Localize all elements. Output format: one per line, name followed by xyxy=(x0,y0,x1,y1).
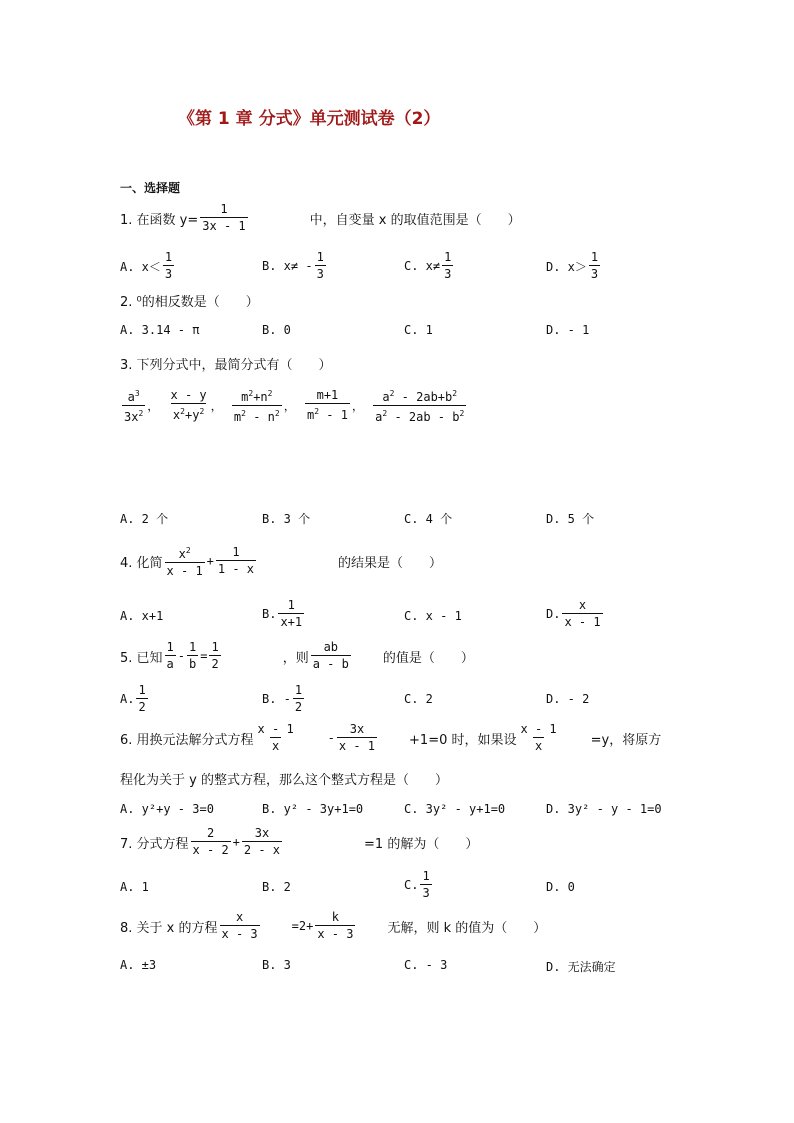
q7-option-b: B. 2 xyxy=(262,880,291,894)
q7-option-a: A. 1 xyxy=(120,880,149,894)
q3-option-b: B. 3 个 xyxy=(262,512,311,526)
q4-option-c: C. x - 1 xyxy=(404,609,462,623)
q1-option-d: D. x＞ $\frac{1}{3}$ xyxy=(546,250,599,281)
q3-fraction-1: $\frac{a^3}{3x^2}$ xyxy=(124,389,144,424)
question-2: 2. ⁰的相反数是（ ） xyxy=(120,295,259,310)
q8-option-a: A. ±3 xyxy=(120,958,157,972)
question-5: 5. 已知 $\frac{1}{a}$ - $\frac{1}{b}$ = $\frac{1}{2}$ ，则 $\frac{ab}{a - b}$ 的值是（ ） xyxy=(120,640,474,671)
q2-option-b: B. 0 xyxy=(262,323,291,337)
q8-option-b: B. 3 xyxy=(262,958,291,972)
q6-option-b: B. y² - 3y+1=0 xyxy=(262,802,364,816)
q5-option-c: C. 2 xyxy=(404,692,433,706)
q3-fraction-4: $\frac{m+1}{m^2 - 1}$ xyxy=(306,388,348,422)
q6-option-c: C. 3y² - y+1=0 xyxy=(404,802,506,816)
section-heading: 一、选择题 xyxy=(120,181,181,195)
q6-option-d: D. 3y² - y - 1=0 xyxy=(546,802,662,816)
q7-option-d: D. 0 xyxy=(546,880,575,894)
q8-option-c: C. - 3 xyxy=(404,958,448,972)
question-8: 8. 关于 x 的方程 $\frac{x}{x - 3}$ =2+ $\frac{k}{x - 3}$ 无解，则 k 的值为（ ） xyxy=(120,910,547,941)
q2-option-a: A. 3.14 - π xyxy=(120,323,200,337)
q3-fraction-list: $\frac{a^3}{3x^2}$ ， $\frac{x - y}{x^2+y^2}$ ， $\frac{m^2+n^2}{m^2 - n^2}$ ， $\frac{m+1}{m^2 - 1}$ ， $\frac{a^2 - 2ab+b^2}{a^2 - 2ab - b^2}$ xyxy=(124,388,465,424)
q5-option-d: D. - 2 xyxy=(546,692,590,706)
question-6: 6. 用换元法解分式方程 $\frac{x - 1}{x}$ - $\frac{3x}{x - 1}$ +1=0 时，如果设 $\frac{x - 1}{x}$ =y，将原方 xyxy=(120,722,662,753)
q1-option-b: B. x≠ - $\frac{1}{3}$ xyxy=(262,250,324,281)
q3-option-c: C. 4 个 xyxy=(404,512,453,526)
question-3: 3. 下列分式中，最简分式有（ ） xyxy=(120,358,332,373)
q3-option-a: A. 2 个 xyxy=(120,512,169,526)
q4-option-d: D. $\frac{x}{x - 1}$ xyxy=(546,598,601,629)
q6-option-a: A. y²+y - 3=0 xyxy=(120,802,214,816)
q5-option-a: A. $\frac{1}{2}$ xyxy=(120,683,146,714)
question-7: 7. 分式方程 $\frac{2}{x - 2}$ + $\frac{3x}{2 - x}$ =1 的解为（ ） xyxy=(120,826,479,857)
q1-option-c: C. x≠ $\frac{1}{3}$ xyxy=(404,250,452,281)
q2-option-c: C. 1 xyxy=(404,323,433,337)
q1-option-a: A. x＜ $\frac{1}{3}$ xyxy=(120,250,173,281)
q8-option-d: D. 无法确定 xyxy=(546,960,616,974)
q7-option-c: C. $\frac{1}{3}$ xyxy=(404,869,430,900)
q5-option-b: B. - $\frac{1}{2}$ xyxy=(262,683,303,714)
question-4: 4. 化简 $\frac{x^2}{x - 1}$ + $\frac{1}{1 - x}$ 的结果是（ ） xyxy=(120,545,443,578)
question-1: 1. 在函数 y= $\frac{1}{3x - 1}$ 中，自变量 x 的取值范围是（ ） xyxy=(120,202,521,233)
q4-option-a: A. x+1 xyxy=(120,609,164,623)
q4-option-b: B. $\frac{1}{x+1}$ xyxy=(262,598,303,629)
q3-fraction-2: $\frac{x - y}{x^2+y^2}$ xyxy=(170,388,207,422)
q3-fraction-3: $\frac{m^2+n^2}{m^2 - n^2}$ xyxy=(233,389,280,424)
q2-option-d: D. - 1 xyxy=(546,323,590,337)
q3-option-d: D. 5 个 xyxy=(546,512,595,526)
q3-fraction-5: $\frac{a^2 - 2ab+b^2}{a^2 - 2ab - b^2}$ xyxy=(375,389,465,424)
page-title: 《第 1 章 分式》单元测试卷（2） xyxy=(178,109,441,129)
fraction: $\frac{1}{3x - 1}$ xyxy=(202,202,246,233)
question-6-line2: 程化为关于 y 的整式方程，那么这个整式方程是（ ） xyxy=(120,773,448,788)
